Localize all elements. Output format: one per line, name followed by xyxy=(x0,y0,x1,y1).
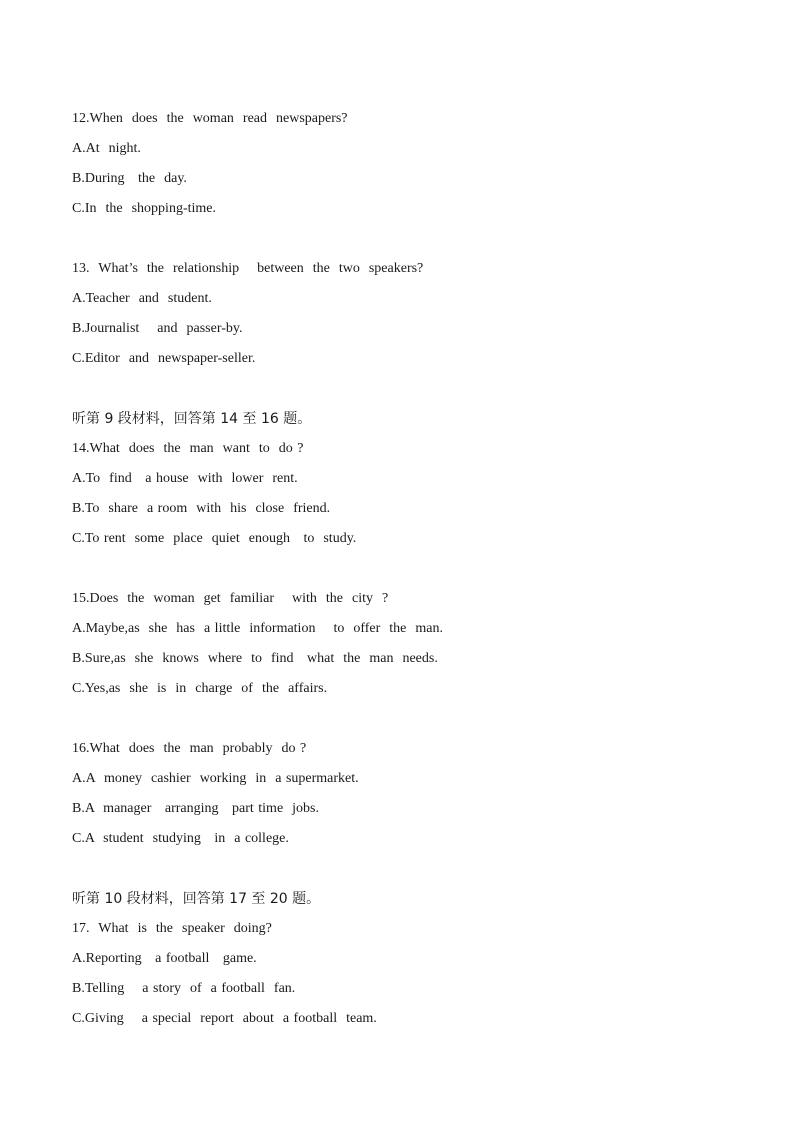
question-15 xyxy=(72,584,732,704)
question-12 xyxy=(72,104,732,224)
option-c: C.Editor and newspaper-seller. xyxy=(72,351,256,366)
option-c: C.Yes,as she is in charge of the affairs. xyxy=(72,681,328,696)
spacer xyxy=(72,374,732,404)
option-b: B.To share a room with his close friend. xyxy=(72,501,331,516)
question-16 xyxy=(72,734,732,854)
section-heading-9: 听第 9 段材料，回答第 14 至 16 题。 xyxy=(72,411,312,427)
question-stem: 17. What is the speaker doing? xyxy=(72,921,272,936)
option-a: A.To find a house with lower rent. xyxy=(72,471,298,486)
spacer xyxy=(72,704,732,734)
question-14 xyxy=(72,434,732,554)
option-c: C.Giving a special report about a football team. xyxy=(72,1011,377,1026)
question-stem: 14.What does the man want to do ? xyxy=(72,441,304,456)
option-a: A.At night. xyxy=(72,141,141,156)
question-stem: 13. What’s the relationship between the two speakers? xyxy=(72,261,424,276)
option-b: B.Telling a story of a football fan. xyxy=(72,981,296,996)
question-stem: 12.When does the woman read newspapers? xyxy=(72,111,348,126)
question-17 xyxy=(72,914,732,1034)
option-a: A.Reporting a football game. xyxy=(72,951,257,966)
question-stem: 15.Does the woman get familiar with the city ? xyxy=(72,591,389,606)
option-b: B.Sure,as she knows where to find what the man needs. xyxy=(72,651,438,666)
option-a: A.Teacher and student. xyxy=(72,291,212,306)
option-c: C.To rent some place quiet enough to study. xyxy=(72,531,357,546)
option-c: C.In the shopping-time. xyxy=(72,201,216,216)
option-a: A.Maybe,as she has a little information to offer the man. xyxy=(72,621,443,636)
question-stem: 16.What does the man probably do ? xyxy=(72,741,307,756)
question-13 xyxy=(72,254,732,374)
option-c: C.A student studying in a college. xyxy=(72,831,289,846)
spacer xyxy=(72,554,732,584)
option-a: A.A money cashier working in a supermarket. xyxy=(72,771,359,786)
option-b: B.During the day. xyxy=(72,171,187,186)
option-b: B.Journalist and passer-by. xyxy=(72,321,243,336)
spacer xyxy=(72,224,732,254)
option-b: B.A manager arranging part time jobs. xyxy=(72,801,319,816)
section-heading-10: 听第 10 段材料，回答第 17 至 20 题。 xyxy=(72,891,321,907)
question-list xyxy=(72,104,732,1034)
spacer xyxy=(72,854,732,884)
